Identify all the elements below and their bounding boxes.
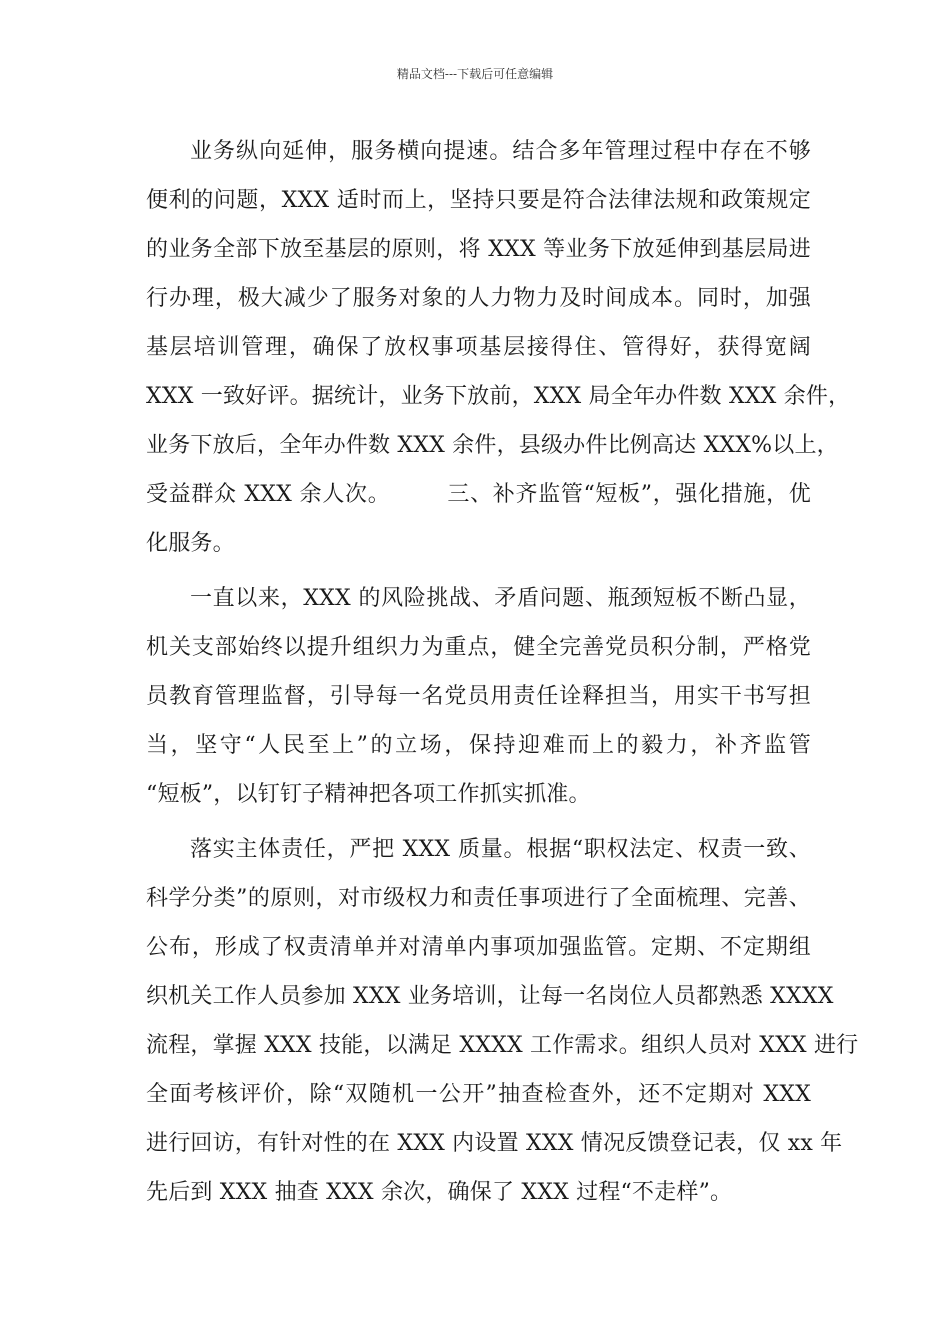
document-body — [146, 127, 859, 1217]
paragraph-2 — [146, 574, 811, 819]
text-line: 进行回访，有针对性的在 XXX 内设置 XXX 情况反馈登记表，仅 xx 年 — [146, 1131, 843, 1156]
text-line: 机关支部始终以提升组织力为重点，健全完善党员积分制，严格党 — [146, 635, 811, 660]
text-line: 业务下放后，全年办件数 XXX 余件，县级办件比例高达 XXX%以上， — [146, 433, 839, 458]
text-line: 业务纵向延伸，服务横向提速。结合多年管理过程中存在不够 — [190, 139, 811, 164]
text-line: 全面考核评价，除“双随机一公开”抽查检查外，还不定期对 XXX — [146, 1082, 811, 1107]
text-line: 一直以来，XXX 的风险挑战、矛盾问题、瓶颈短板不断凸显， — [190, 586, 811, 611]
text-line: 科学分类”的原则，对市级权力和责任事项进行了全面梳理、完善、 — [146, 886, 811, 911]
text-line: 便利的问题，XXX 适时而上，坚持只要是符合法律法规和政策规定 — [146, 188, 811, 213]
text-line: “短板”，以钉钉子精神把各项工作抓实抓准。 — [146, 782, 591, 807]
paragraph-3 — [146, 825, 859, 1217]
text-line: 当，坚守“人民至上”的立场，保持迎难而上的毅力，补齐监管 — [146, 733, 811, 758]
text-line: 落实主体责任，严把 XXX 质量。根据“职权法定、权责一致、 — [190, 837, 811, 862]
text-line: 公布，形成了权责清单并对清单内事项加强监管。定期、不定期组 — [146, 935, 811, 960]
text-line: 基层培训管理，确保了放权事项基层接得住、管得好，获得宽阔 — [146, 335, 811, 360]
text-line: 流程，掌握 XXX 技能，以满足 XXXX 工作需求。组织人员对 XXX 进行 — [146, 1033, 859, 1058]
text-line: XXX 一致好评。据统计，业务下放前，XXX 局全年办件数 XXX 余件， — [146, 384, 851, 409]
page-header: 精品文档---下载后可任意编辑 — [396, 67, 554, 81]
paragraph-1 — [146, 127, 851, 568]
text-line: 受益群众 XXX 余人次。 三、补齐监管“短板”，强化措施，优 — [146, 482, 811, 507]
text-line: 化服务。 — [146, 531, 235, 556]
text-line: 行办理，极大减少了服务对象的人力物力及时间成本。同时，加强 — [146, 286, 811, 311]
text-line: 员教育管理监督，引导每一名党员用责任诠释担当，用实干书写担 — [146, 684, 811, 709]
text-line: 的业务全部下放至基层的原则，将 XXX 等业务下放延伸到基层局进 — [146, 237, 811, 262]
text-line: 先后到 XXX 抽查 XXX 余次，确保了 XXX 过程“不走样”。 — [146, 1180, 733, 1205]
text-line: 织机关工作人员参加 XXX 业务培训，让每一名岗位人员都熟悉 XXXX — [146, 984, 834, 1009]
